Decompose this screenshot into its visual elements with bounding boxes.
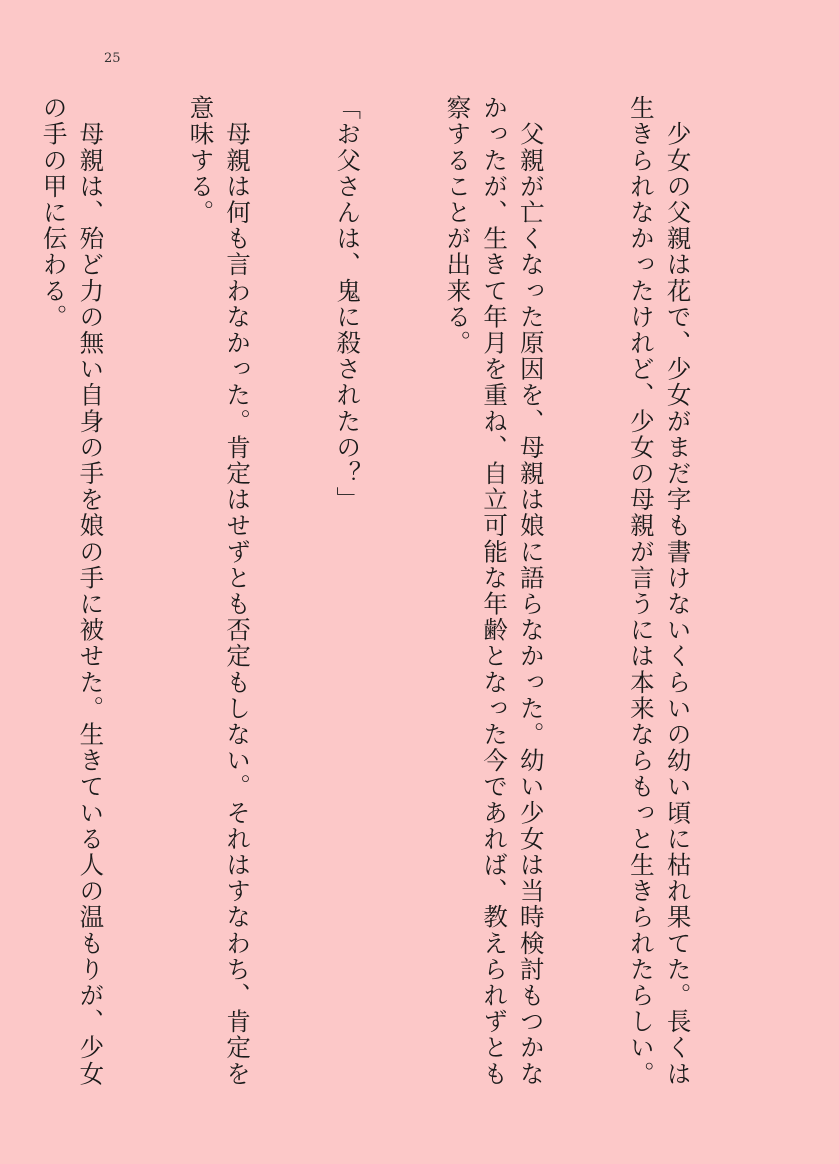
text-line: 「お父さんは、鬼に殺されたの？」 xyxy=(333,95,363,513)
text-line: 母親は何も言わなかった。肯定はせずとも否定もしない。それはすなわち、肯定を意味する。 xyxy=(186,95,253,1087)
text-line: 少女の父親は花で、少女がまだ字も書けないくらいの幼い頃に枯れ果てた。長くは生きられなかったけれど、少女の母親が言うには本来ならもっと生きられたらしい。 xyxy=(626,95,693,1087)
text-line: 母親は、殆ど力の無い自身の手を娘の手に被せた。生きている人の温もりが、少女の手の甲に伝わる。 xyxy=(39,95,106,1087)
page-number: 25 xyxy=(104,51,121,66)
vertical-text-body xyxy=(39,95,769,1095)
text-line: 父親が亡くなった原因を、母親は娘に語らなかった。幼い少女は当時検討もつかなかったが、生きて年月を重ね、自立可能な年齢となった今であれば、教えられずとも察することが出来る。 xyxy=(443,95,546,1087)
